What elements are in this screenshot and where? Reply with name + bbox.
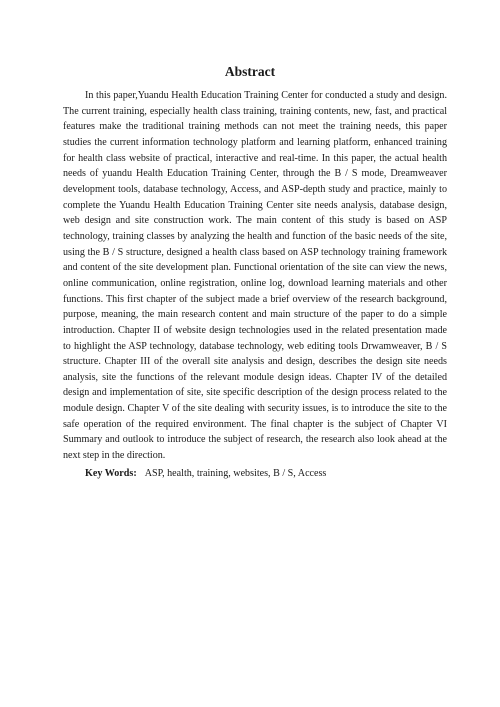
abstract-body: In this paper,Yuandu Health Education Training Center for conducted a study and design. The current training, especially health class training, training contents, new, fast, and practical features make the traditional training methods can not meet the training needs, this paper studies the current information technology platform and learning platform, enhanced training for health class website of practical, interactive and real-time. In this paper, the actual health needs of yuandu Health Education Training Center, through the B / S mode, Dreamweaver development tools, database technology, Access, and ASP-depth study and practice, mainly to complete the Yuandu Health Education Training Center site needs analysis, database design, web design and site construction work. The main content of this study is based on ASP technology, training classes by analyzing the health and function of the basic needs of the site, using the B / S structure, designed a health class based on ASP technology training framework and content of the site development plan. Functional orientation of the site can view the news, online communication, online registration, online log, download learning materials and other functions. This first chapter of the subject made a brief overview of the research background, purpose, meaning, the main research content and main structure of the paper to do a simple introduction. Chapter II of website design technologies used in the related presentation made to highlight the ASP technology, database technology, web editing tools Drwamweaver, B / S structure. Chapter III of the overall site analysis and design, describes the design site needs analysis, site the functions of the relevant module design ideas. Chapter IV of the detailed design and implementation of site, site specific description of the design process related to the module design. Chapter V of the site dealing with security issues, is to introduce the site to the safe operation of the required environment. The final chapter is the subject of Chapter VI Summary and outlook to introduce the subject of research, the research also look ahead at the next step in the direction. — [63, 90, 447, 462]
abstract-title: Abstract — [224, 64, 276, 79]
keywords-list: ASP, health, training, websites, B / S, Access — [144, 468, 327, 479]
keywords-line — [85, 466, 455, 481]
keywords-label: Key Words: — [85, 468, 137, 479]
